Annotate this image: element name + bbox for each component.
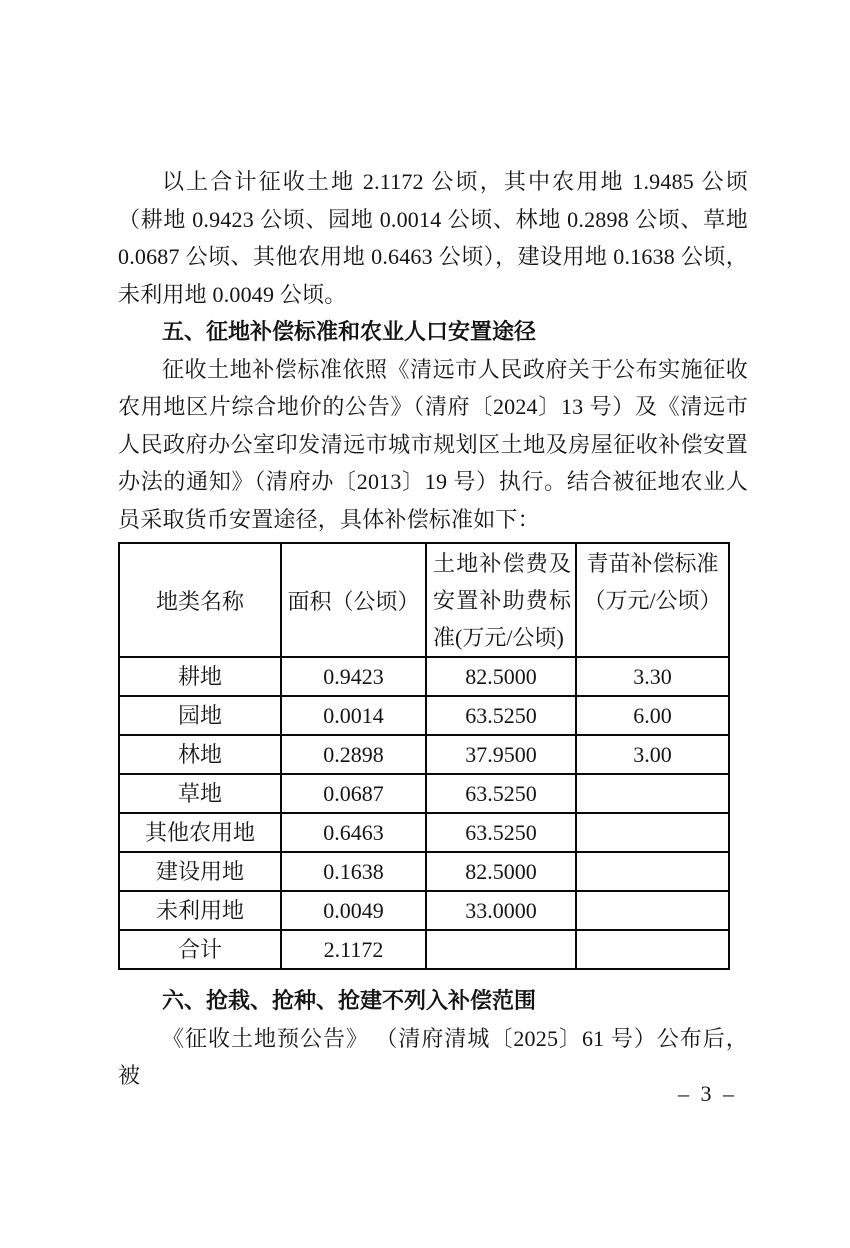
table-cell: 63.5250 <box>426 696 576 735</box>
table-cell: 草地 <box>119 774 281 813</box>
section5-paragraph: 征收土地补偿标准依照《清远市人民政府关于公布实施征收农用地区片综合地价的公告》（清府〔2024〕13 号）及《清远市人民政府办公室印发清远市城市规划区土地及房屋征收补偿安置办法的通知》（清府办〔2013〕19 号）执行。结合被征地农业人员采取货币安置途径，具体补偿标准如下： <box>118 356 748 532</box>
table-row <box>119 852 729 891</box>
document-content <box>118 163 748 1095</box>
table-cell: 2.1172 <box>281 930 426 969</box>
table-cell: 其他农用地 <box>119 813 281 852</box>
table-cell: 建设用地 <box>119 852 281 891</box>
section6-paragraph: 《征收土地预公告》 （清府清城〔2025〕61 号）公布后，被 <box>118 1025 748 1088</box>
table-cell <box>576 852 729 891</box>
table-cell: 0.0049 <box>281 891 426 930</box>
table-cell: 0.0014 <box>281 696 426 735</box>
table-cell: 合计 <box>119 930 281 969</box>
compensation-table <box>118 542 730 970</box>
column-header-area: 面积（公顷） <box>281 543 426 657</box>
table-cell: 0.0687 <box>281 774 426 813</box>
compensation-table-body <box>119 657 729 969</box>
table-cell: 未利用地 <box>119 891 281 930</box>
table-cell: 0.1638 <box>281 852 426 891</box>
table-row <box>119 696 729 735</box>
table-cell: 0.2898 <box>281 735 426 774</box>
page-number: – 3 – <box>678 1081 737 1106</box>
section6-heading: 六、抢栽、抢种、抢建不列入补偿范围 <box>162 988 537 1013</box>
table-cell: 82.5000 <box>426 657 576 696</box>
table-cell: 63.5250 <box>426 774 576 813</box>
table-cell <box>576 813 729 852</box>
table-cell: 0.9423 <box>281 657 426 696</box>
table-cell <box>576 930 729 969</box>
table-cell: 耕地 <box>119 657 281 696</box>
table-cell: 3.00 <box>576 735 729 774</box>
table-row <box>119 735 729 774</box>
table-cell <box>576 774 729 813</box>
table-cell <box>576 891 729 930</box>
table-cell: 3.30 <box>576 657 729 696</box>
table-row <box>119 657 729 696</box>
column-header-seedling-compensation-standard: 青苗补偿标准（万元/公顷） <box>576 543 729 657</box>
table-cell <box>426 930 576 969</box>
table-row <box>119 891 729 930</box>
table-cell: 63.5250 <box>426 813 576 852</box>
table-row <box>119 813 729 852</box>
column-header-land-type: 地类名称 <box>119 543 281 657</box>
table-cell: 82.5000 <box>426 852 576 891</box>
table-cell: 林地 <box>119 735 281 774</box>
table-cell: 37.9500 <box>426 735 576 774</box>
table-row <box>119 930 729 969</box>
table-header-row <box>119 543 729 657</box>
table-row <box>119 774 729 813</box>
table-cell: 6.00 <box>576 696 729 735</box>
section5-heading: 五、征地补偿标准和农业人口安置途径 <box>162 319 537 344</box>
table-cell: 园地 <box>119 696 281 735</box>
intro-paragraph: 以上合计征收土地 2.1172 公顷，其中农用地 1.9485 公顷（耕地 0.9423 公顷、园地 0.0014 公顷、林地 0.2898 公顷、草地0.0687 公顷、其他农用地 0.6463 公顷），建设用地 0.1638 公顷，未利用地 0.0049 公顷。 <box>118 169 748 307</box>
table-cell: 33.0000 <box>426 891 576 930</box>
column-header-land-compensation-standard: 土地补偿费及安置补助费标准(万元/公顷) <box>426 543 576 657</box>
table-cell: 0.6463 <box>281 813 426 852</box>
